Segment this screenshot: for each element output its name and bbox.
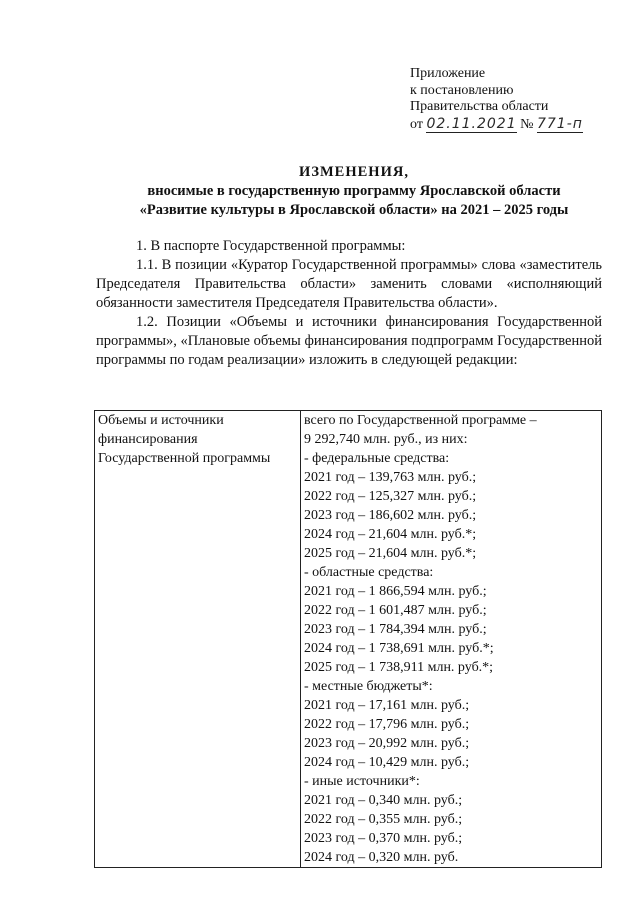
- table-row: [95, 411, 602, 868]
- number-sign: №: [520, 116, 534, 132]
- paragraph-1: 1. В паспорте Государственной программы:: [136, 238, 406, 254]
- paragraph-1-1: 1.1. В позиции «Куратор Государственной программы» слова «заместитель Председателя Правительства области» заменить словами «исполняющий обязанности заместителя Председателя Правительства области».: [96, 257, 602, 311]
- value-line: 2023 год – 0,370 млн. руб.;: [304, 831, 463, 846]
- label-line: финансирования: [98, 432, 198, 447]
- value-line: 2021 год – 17,161 млн. руб.;: [304, 698, 470, 713]
- appendix-title: Приложение: [410, 66, 486, 81]
- appendix-block: [410, 66, 583, 133]
- value-line: 2022 год – 1 601,487 млн. руб.;: [304, 603, 487, 618]
- appendix-from-label: от: [410, 116, 423, 132]
- value-line: - областные средства:: [304, 565, 434, 580]
- value-line: 2025 год – 21,604 млн. руб.*;: [304, 546, 477, 561]
- value-line: 2025 год – 1 738,911 млн. руб.*;: [304, 660, 494, 675]
- label-line: Государственной программы: [98, 451, 271, 466]
- handwritten-number: 771-п: [536, 115, 583, 132]
- paragraph-1-2: 1.2. Позиции «Объемы и источники финансирования Государственной программы», «Плановые объемы финансирования подпрограмм Государственной программы по годам реализации» изложить в следующей редакции:: [96, 314, 602, 368]
- value-line: 2023 год – 1 784,394 млн. руб.;: [304, 622, 487, 637]
- label-line: Объемы и источники: [98, 413, 224, 428]
- value-line: 2022 год – 125,327 млн. руб.;: [304, 489, 477, 504]
- heading-subtitle-2: «Развитие культуры в Ярославской области» на 2021 – 2025 годы: [139, 202, 569, 218]
- value-line: 2024 год – 10,429 млн. руб.;: [304, 755, 470, 770]
- appendix-date-line: [410, 116, 583, 134]
- value-line: 2021 год – 139,763 млн. руб.;: [304, 470, 477, 485]
- appendix-government: Правительства области: [410, 99, 549, 114]
- value-line: - местные бюджеты*:: [304, 679, 433, 694]
- value-line: 2021 год – 1 866,594 млн. руб.;: [304, 584, 487, 599]
- heading-subtitle-1: вносимые в государственную программу Ярославской области: [147, 183, 561, 199]
- value-line: 2024 год – 21,604 млн. руб.*;: [304, 527, 477, 542]
- document-body: [96, 237, 602, 370]
- value-line: - иные источники*:: [304, 774, 420, 789]
- financing-label-cell: [95, 411, 301, 868]
- value-line: 9 292,740 млн. руб., из них:: [304, 432, 468, 447]
- value-line: 2024 год – 0,320 млн. руб.: [304, 850, 459, 865]
- value-line: 2023 год – 186,602 млн. руб.;: [304, 508, 477, 523]
- handwritten-date: 02.11.2021: [426, 115, 517, 132]
- value-line: 2023 год – 20,992 млн. руб.;: [304, 736, 470, 751]
- heading-title: ИЗМЕНЕНИЯ,: [299, 164, 409, 180]
- value-line: всего по Государственной программе –: [304, 413, 537, 428]
- value-line: 2024 год – 1 738,691 млн. руб.*;: [304, 641, 494, 656]
- appendix-resolution: к постановлению: [410, 82, 514, 98]
- value-line: - федеральные средства:: [304, 451, 450, 466]
- document-heading: [94, 163, 614, 220]
- value-line: 2022 год – 17,796 млн. руб.;: [304, 717, 470, 732]
- value-line: 2021 год – 0,340 млн. руб.;: [304, 793, 463, 808]
- financing-table: [94, 410, 602, 868]
- value-line: 2022 год – 0,355 млн. руб.;: [304, 812, 463, 827]
- financing-values-cell: [301, 411, 602, 868]
